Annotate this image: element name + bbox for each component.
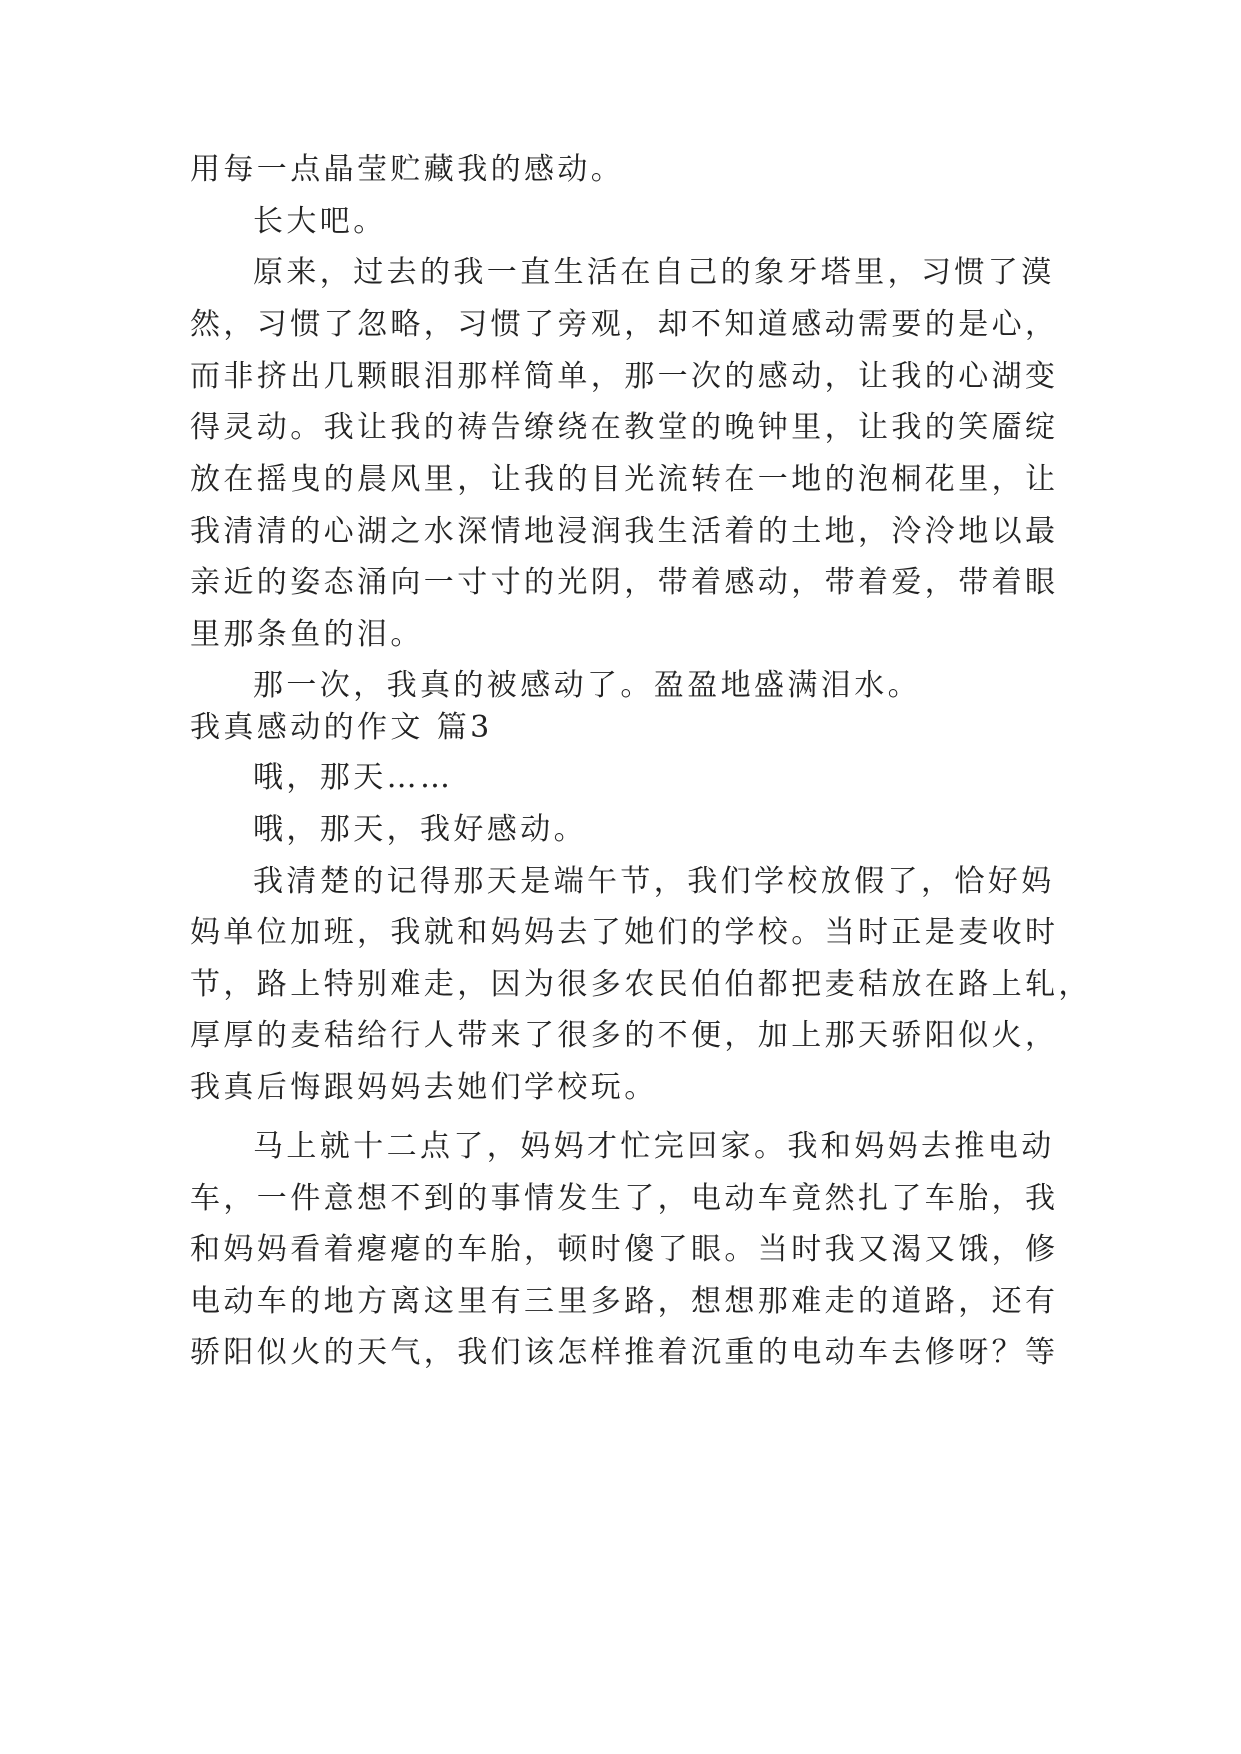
paragraph-line: 然，习惯了忽略，习惯了旁观，却不知道感动需要的是心， [190, 307, 1059, 342]
paragraph-line: 厚厚的麦秸给行人带来了很多的不便，加上那天骄阳似火， [190, 1018, 1059, 1053]
paragraph-line: 长大吧。 [253, 204, 387, 239]
paragraph-line: 电动车的地方离这里有三里多路，想想那难走的道路，还有 [190, 1284, 1059, 1319]
paragraph-line: 哦，那天，我好感动。 [253, 812, 587, 847]
paragraph-line: 马上就十二点了，妈妈才忙完回家。我和妈妈去推电动 [253, 1129, 1055, 1164]
paragraph-line: 骄阳似火的天气，我们该怎样推着沉重的电动车去修呀？等 [190, 1335, 1059, 1370]
paragraph-line: 亲近的姿态涌向一寸寸的光阴，带着感动，带着爱，带着眼 [190, 565, 1059, 600]
paragraph-line: 那一次，我真的被感动了。盈盈地盛满泪水。 [253, 668, 921, 703]
paragraph-line: 节，路上特别难走，因为很多农民伯伯都把麦秸放在路上轧， [190, 967, 1092, 1002]
paragraph-line: 而非挤出几颗眼泪那样简单，那一次的感动，让我的心湖变 [190, 359, 1059, 394]
paragraph-line: 车，一件意想不到的事情发生了，电动车竟然扎了车胎，我 [190, 1181, 1059, 1216]
paragraph-line: 放在摇曳的晨风里，让我的目光流转在一地的泡桐花里，让 [190, 462, 1059, 497]
paragraph-line: 我真后悔跟妈妈去她们学校玩。 [190, 1070, 658, 1105]
paragraph-line: 里那条鱼的泪。 [190, 617, 424, 652]
paragraph-line: 妈单位加班，我就和妈妈去了她们的学校。当时正是麦收时 [190, 915, 1059, 950]
section-heading: 我真感动的作文 篇3 [190, 710, 493, 745]
paragraph-line: 我清楚的记得那天是端午节，我们学校放假了，恰好妈 [253, 864, 1055, 899]
paragraph-line: 原来，过去的我一直生活在自己的象牙塔里，习惯了漠 [253, 255, 1055, 290]
paragraph-line: 用每一点晶莹贮藏我的感动。 [190, 152, 625, 187]
paragraph-line: 和妈妈看着瘪瘪的车胎，顿时傻了眼。当时我又渴又饿，修 [190, 1232, 1059, 1267]
paragraph-line: 哦，那天…… [253, 760, 454, 795]
paragraph-line: 得灵动。我让我的祷告缭绕在教堂的晚钟里，让我的笑靥绽 [190, 410, 1059, 445]
paragraph-line: 我清清的心湖之水深情地浸润我生活着的土地，泠泠地以最 [190, 514, 1059, 549]
